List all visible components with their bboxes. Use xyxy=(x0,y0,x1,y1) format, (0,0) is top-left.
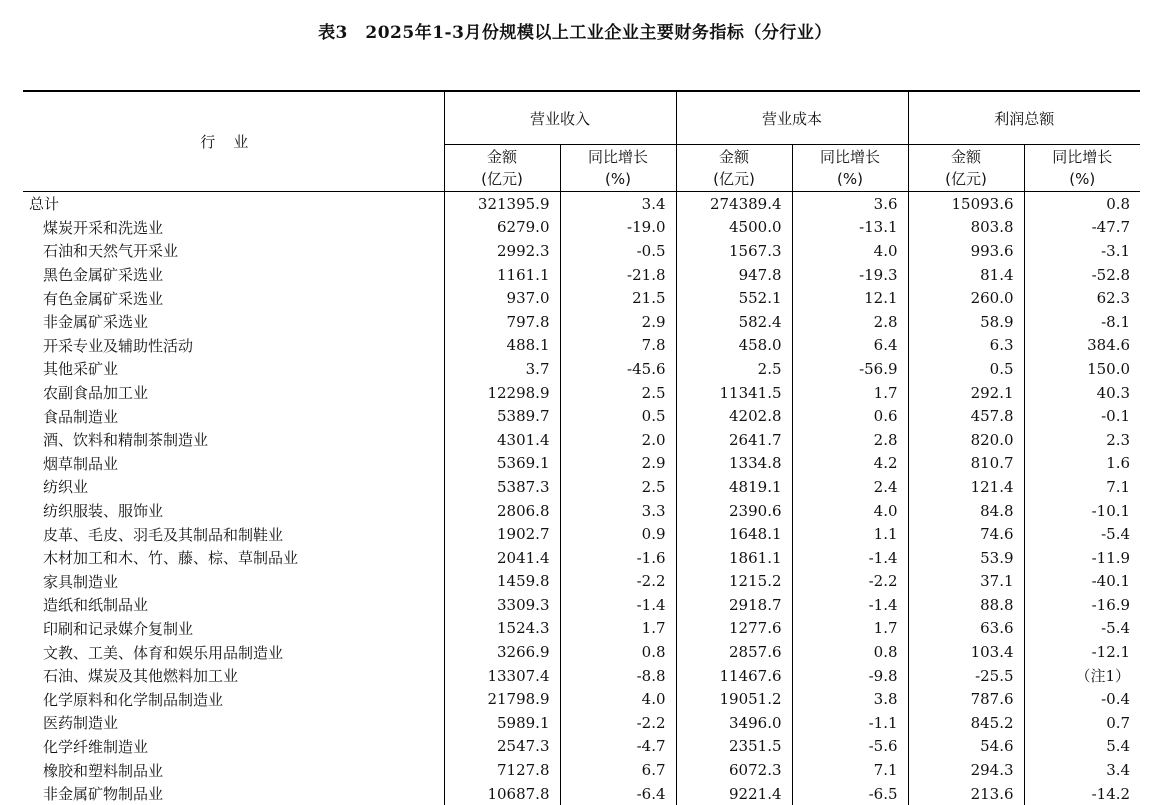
cost-amount-cell: 1215.2 xyxy=(676,570,792,594)
profit-amount-cell: 292.1 xyxy=(908,381,1024,405)
revenue-growth-cell: 4.0 xyxy=(560,687,676,711)
cost-amount-cell: 1861.1 xyxy=(676,546,792,570)
cost-amount-cell: 11467.6 xyxy=(676,664,792,688)
revenue-growth-cell: -8.8 xyxy=(560,664,676,688)
revenue-growth-cell: 7.8 xyxy=(560,334,676,358)
cost-growth-cell: -6.5 xyxy=(792,782,908,805)
revenue-growth-cell: 0.5 xyxy=(560,404,676,428)
profit-amount-cell: 845.2 xyxy=(908,711,1024,735)
revenue-growth-header: 同比增长 (%) xyxy=(560,145,676,192)
table-row xyxy=(23,239,1140,263)
profit-growth-cell: 384.6 xyxy=(1024,334,1140,358)
profit-growth-cell: -8.1 xyxy=(1024,310,1140,334)
revenue-growth-cell: 0.9 xyxy=(560,522,676,546)
table-row xyxy=(23,216,1140,240)
profit-growth-cell: -40.1 xyxy=(1024,570,1140,594)
table-row xyxy=(23,499,1140,523)
table-row xyxy=(23,758,1140,782)
revenue-amount-cell: 4301.4 xyxy=(444,428,560,452)
revenue-amount-cell: 2547.3 xyxy=(444,735,560,759)
industry-name-cell: 食品制造业 xyxy=(23,404,444,428)
profit-growth-cell: -5.4 xyxy=(1024,522,1140,546)
industry-name-cell: 有色金属矿采选业 xyxy=(23,286,444,310)
industry-name-cell: 皮革、毛皮、羽毛及其制品和制鞋业 xyxy=(23,522,444,546)
profit-amount-cell: 53.9 xyxy=(908,546,1024,570)
revenue-group-header: 营业收入 xyxy=(444,91,676,145)
profit-amount-header: 金额 (亿元) xyxy=(908,145,1024,192)
profit-amount-cell: 6.3 xyxy=(908,334,1024,358)
profit-amount-cell: 457.8 xyxy=(908,404,1024,428)
industry-name-cell: 家具制造业 xyxy=(23,570,444,594)
cost-growth-cell: 3.6 xyxy=(792,192,908,216)
revenue-amount-header: 金额 (亿元) xyxy=(444,145,560,192)
revenue-growth-cell: -19.0 xyxy=(560,216,676,240)
cost-growth-cell: 7.1 xyxy=(792,758,908,782)
cost-amount-cell: 9221.4 xyxy=(676,782,792,805)
profit-growth-header: 同比增长 (%) xyxy=(1024,145,1140,192)
revenue-amount-cell: 2992.3 xyxy=(444,239,560,263)
cost-growth-cell: 0.8 xyxy=(792,640,908,664)
revenue-growth-cell: -1.4 xyxy=(560,593,676,617)
revenue-amount-cell: 1524.3 xyxy=(444,617,560,641)
revenue-amount-cell: 10687.8 xyxy=(444,782,560,805)
revenue-growth-cell: -4.7 xyxy=(560,735,676,759)
table-row xyxy=(23,640,1140,664)
profit-growth-cell: -3.1 xyxy=(1024,239,1140,263)
table-row xyxy=(23,286,1140,310)
industry-name-cell: 木材加工和木、竹、藤、棕、草制品业 xyxy=(23,546,444,570)
table-row xyxy=(23,711,1140,735)
revenue-growth-cell: 6.7 xyxy=(560,758,676,782)
profit-growth-cell: 2.3 xyxy=(1024,428,1140,452)
cost-amount-cell: 2641.7 xyxy=(676,428,792,452)
revenue-amount-cell: 1459.8 xyxy=(444,570,560,594)
profit-amount-cell: 84.8 xyxy=(908,499,1024,523)
cost-amount-cell: 6072.3 xyxy=(676,758,792,782)
industry-name-cell: 非金属矿物制品业 xyxy=(23,782,444,805)
profit-growth-cell: 0.7 xyxy=(1024,711,1140,735)
profit-amount-cell: 260.0 xyxy=(908,286,1024,310)
industry-name-cell: 印刷和记录媒介复制业 xyxy=(23,617,444,641)
cost-growth-header: 同比增长 (%) xyxy=(792,145,908,192)
cost-growth-cell: 3.8 xyxy=(792,687,908,711)
cost-group-header: 营业成本 xyxy=(676,91,908,145)
cost-amount-cell: 1277.6 xyxy=(676,617,792,641)
profit-amount-cell: 213.6 xyxy=(908,782,1024,805)
profit-amount-cell: 810.7 xyxy=(908,452,1024,476)
profit-growth-cell: -12.1 xyxy=(1024,640,1140,664)
profit-growth-cell: 62.3 xyxy=(1024,286,1140,310)
profit-growth-cell: （注1） xyxy=(1024,664,1140,688)
cost-amount-cell: 19051.2 xyxy=(676,687,792,711)
industry-column-header: 行业 xyxy=(23,91,444,192)
cost-amount-cell: 4500.0 xyxy=(676,216,792,240)
revenue-amount-cell: 937.0 xyxy=(444,286,560,310)
industry-name-cell: 酒、饮料和精制茶制造业 xyxy=(23,428,444,452)
revenue-amount-cell: 2806.8 xyxy=(444,499,560,523)
table-row xyxy=(23,310,1140,334)
revenue-growth-cell: 2.0 xyxy=(560,428,676,452)
revenue-amount-cell: 321395.9 xyxy=(444,192,560,216)
table-row xyxy=(23,735,1140,759)
revenue-amount-cell: 2041.4 xyxy=(444,546,560,570)
profit-amount-cell: 15093.6 xyxy=(908,192,1024,216)
revenue-amount-cell: 797.8 xyxy=(444,310,560,334)
cost-growth-cell: -9.8 xyxy=(792,664,908,688)
revenue-growth-cell: 2.5 xyxy=(560,381,676,405)
cost-growth-cell: -5.6 xyxy=(792,735,908,759)
cost-amount-cell: 1567.3 xyxy=(676,239,792,263)
industry-name-cell: 石油、煤炭及其他燃料加工业 xyxy=(23,664,444,688)
cost-amount-cell: 274389.4 xyxy=(676,192,792,216)
industry-name-cell: 农副食品加工业 xyxy=(23,381,444,405)
industry-name-cell: 石油和天然气开采业 xyxy=(23,239,444,263)
revenue-growth-cell: 2.9 xyxy=(560,310,676,334)
revenue-growth-cell: -2.2 xyxy=(560,570,676,594)
profit-growth-cell: 150.0 xyxy=(1024,357,1140,381)
revenue-amount-cell: 5369.1 xyxy=(444,452,560,476)
industry-name-cell: 造纸和纸制品业 xyxy=(23,593,444,617)
cost-growth-cell: -2.2 xyxy=(792,570,908,594)
cost-amount-cell: 582.4 xyxy=(676,310,792,334)
revenue-growth-cell: -45.6 xyxy=(560,357,676,381)
cost-amount-cell: 3496.0 xyxy=(676,711,792,735)
cost-growth-cell: 1.7 xyxy=(792,381,908,405)
profit-amount-cell: 54.6 xyxy=(908,735,1024,759)
revenue-growth-cell: -0.5 xyxy=(560,239,676,263)
revenue-amount-cell: 21798.9 xyxy=(444,687,560,711)
cost-amount-cell: 1648.1 xyxy=(676,522,792,546)
profit-growth-cell: -14.2 xyxy=(1024,782,1140,805)
profit-growth-cell: 3.4 xyxy=(1024,758,1140,782)
cost-growth-cell: 12.1 xyxy=(792,286,908,310)
table-row xyxy=(23,617,1140,641)
profit-group-header: 利润总额 xyxy=(908,91,1140,145)
revenue-amount-cell: 3.7 xyxy=(444,357,560,381)
revenue-amount-cell: 7127.8 xyxy=(444,758,560,782)
profit-growth-cell: -10.1 xyxy=(1024,499,1140,523)
table-row xyxy=(23,404,1140,428)
profit-amount-cell: 993.6 xyxy=(908,239,1024,263)
industry-name-cell: 总计 xyxy=(23,192,444,216)
profit-growth-cell: 1.6 xyxy=(1024,452,1140,476)
profit-growth-cell: -11.9 xyxy=(1024,546,1140,570)
profit-growth-cell: -0.4 xyxy=(1024,687,1140,711)
industry-name-cell: 纺织业 xyxy=(23,475,444,499)
cost-growth-cell: 2.4 xyxy=(792,475,908,499)
profit-growth-cell: 40.3 xyxy=(1024,381,1140,405)
industry-name-cell: 其他采矿业 xyxy=(23,357,444,381)
profit-amount-cell: 37.1 xyxy=(908,570,1024,594)
cost-growth-cell: -1.1 xyxy=(792,711,908,735)
cost-growth-cell: -56.9 xyxy=(792,357,908,381)
revenue-growth-cell: -21.8 xyxy=(560,263,676,287)
profit-amount-cell: 121.4 xyxy=(908,475,1024,499)
cost-growth-cell: 4.2 xyxy=(792,452,908,476)
profit-amount-cell: 787.6 xyxy=(908,687,1024,711)
table-row xyxy=(23,334,1140,358)
cost-amount-cell: 2390.6 xyxy=(676,499,792,523)
table-row xyxy=(23,570,1140,594)
table-row xyxy=(23,263,1140,287)
table-row xyxy=(23,452,1140,476)
revenue-growth-cell: 1.7 xyxy=(560,617,676,641)
profit-amount-cell: 81.4 xyxy=(908,263,1024,287)
table-row xyxy=(23,664,1140,688)
industry-name-cell: 化学纤维制造业 xyxy=(23,735,444,759)
cost-amount-cell: 2918.7 xyxy=(676,593,792,617)
cost-growth-cell: 0.6 xyxy=(792,404,908,428)
revenue-amount-cell: 5989.1 xyxy=(444,711,560,735)
profit-growth-cell: -52.8 xyxy=(1024,263,1140,287)
profit-growth-cell: -47.7 xyxy=(1024,216,1140,240)
revenue-amount-cell: 12298.9 xyxy=(444,381,560,405)
cost-growth-cell: -13.1 xyxy=(792,216,908,240)
profit-amount-cell: 103.4 xyxy=(908,640,1024,664)
industry-name-cell: 文教、工美、体育和娱乐用品制造业 xyxy=(23,640,444,664)
cost-growth-cell: 1.7 xyxy=(792,617,908,641)
cost-amount-cell: 2857.6 xyxy=(676,640,792,664)
cost-amount-cell: 2.5 xyxy=(676,357,792,381)
profit-growth-cell: 7.1 xyxy=(1024,475,1140,499)
industry-name-cell: 医药制造业 xyxy=(23,711,444,735)
cost-amount-cell: 1334.8 xyxy=(676,452,792,476)
profit-amount-cell: 58.9 xyxy=(908,310,1024,334)
cost-growth-cell: 4.0 xyxy=(792,239,908,263)
revenue-growth-cell: -6.4 xyxy=(560,782,676,805)
cost-amount-cell: 552.1 xyxy=(676,286,792,310)
revenue-growth-cell: 0.8 xyxy=(560,640,676,664)
cost-amount-cell: 947.8 xyxy=(676,263,792,287)
revenue-growth-cell: 3.4 xyxy=(560,192,676,216)
cost-growth-cell: 2.8 xyxy=(792,428,908,452)
cost-amount-cell: 458.0 xyxy=(676,334,792,358)
industry-name-cell: 烟草制品业 xyxy=(23,452,444,476)
table-row xyxy=(23,593,1140,617)
table-row xyxy=(23,687,1140,711)
revenue-amount-cell: 1902.7 xyxy=(444,522,560,546)
cost-growth-cell: -1.4 xyxy=(792,593,908,617)
table-row xyxy=(23,428,1140,452)
cost-growth-cell: 1.1 xyxy=(792,522,908,546)
profit-amount-cell: 63.6 xyxy=(908,617,1024,641)
revenue-growth-cell: 2.9 xyxy=(560,452,676,476)
revenue-amount-cell: 13307.4 xyxy=(444,664,560,688)
cost-growth-cell: 2.8 xyxy=(792,310,908,334)
profit-growth-cell: -0.1 xyxy=(1024,404,1140,428)
revenue-amount-cell: 6279.0 xyxy=(444,216,560,240)
profit-amount-cell: 74.6 xyxy=(908,522,1024,546)
revenue-amount-cell: 5387.3 xyxy=(444,475,560,499)
industry-name-cell: 黑色金属矿采选业 xyxy=(23,263,444,287)
revenue-growth-cell: 2.5 xyxy=(560,475,676,499)
cost-growth-cell: 6.4 xyxy=(792,334,908,358)
revenue-amount-cell: 3266.9 xyxy=(444,640,560,664)
industry-name-cell: 非金属矿采选业 xyxy=(23,310,444,334)
profit-amount-cell: 820.0 xyxy=(908,428,1024,452)
cost-amount-header: 金额 (亿元) xyxy=(676,145,792,192)
industry-name-cell: 煤炭开采和洗选业 xyxy=(23,216,444,240)
industry-name-cell: 开采专业及辅助性活动 xyxy=(23,334,444,358)
revenue-amount-cell: 3309.3 xyxy=(444,593,560,617)
industry-name-cell: 纺织服装、服饰业 xyxy=(23,499,444,523)
cost-growth-cell: 4.0 xyxy=(792,499,908,523)
cost-growth-cell: -19.3 xyxy=(792,263,908,287)
profit-amount-cell: 88.8 xyxy=(908,593,1024,617)
profit-growth-cell: 0.8 xyxy=(1024,192,1140,216)
revenue-growth-cell: -1.6 xyxy=(560,546,676,570)
cost-amount-cell: 4202.8 xyxy=(676,404,792,428)
revenue-growth-cell: -2.2 xyxy=(560,711,676,735)
profit-amount-cell: -25.5 xyxy=(908,664,1024,688)
cost-amount-cell: 2351.5 xyxy=(676,735,792,759)
table-row xyxy=(23,381,1140,405)
revenue-growth-cell: 3.3 xyxy=(560,499,676,523)
revenue-amount-cell: 488.1 xyxy=(444,334,560,358)
industry-name-cell: 化学原料和化学制品制造业 xyxy=(23,687,444,711)
revenue-amount-cell: 5389.7 xyxy=(444,404,560,428)
profit-growth-cell: -5.4 xyxy=(1024,617,1140,641)
profit-amount-cell: 0.5 xyxy=(908,357,1024,381)
table-row xyxy=(23,475,1140,499)
table-row xyxy=(23,522,1140,546)
profit-amount-cell: 803.8 xyxy=(908,216,1024,240)
profit-growth-cell: -16.9 xyxy=(1024,593,1140,617)
table-row xyxy=(23,546,1140,570)
industry-name-cell: 橡胶和塑料制品业 xyxy=(23,758,444,782)
table-row xyxy=(23,357,1140,381)
revenue-amount-cell: 1161.1 xyxy=(444,263,560,287)
profit-amount-cell: 294.3 xyxy=(908,758,1024,782)
financial-indicators-table xyxy=(23,90,1140,805)
profit-growth-cell: 5.4 xyxy=(1024,735,1140,759)
cost-growth-cell: -1.4 xyxy=(792,546,908,570)
table-body xyxy=(23,192,1140,805)
cost-amount-cell: 11341.5 xyxy=(676,381,792,405)
total-row xyxy=(23,192,1140,216)
revenue-growth-cell: 21.5 xyxy=(560,286,676,310)
cost-amount-cell: 4819.1 xyxy=(676,475,792,499)
table-title: 表3 2025年1-3月份规模以上工业企业主要财务指标（分行业） xyxy=(0,18,1150,43)
